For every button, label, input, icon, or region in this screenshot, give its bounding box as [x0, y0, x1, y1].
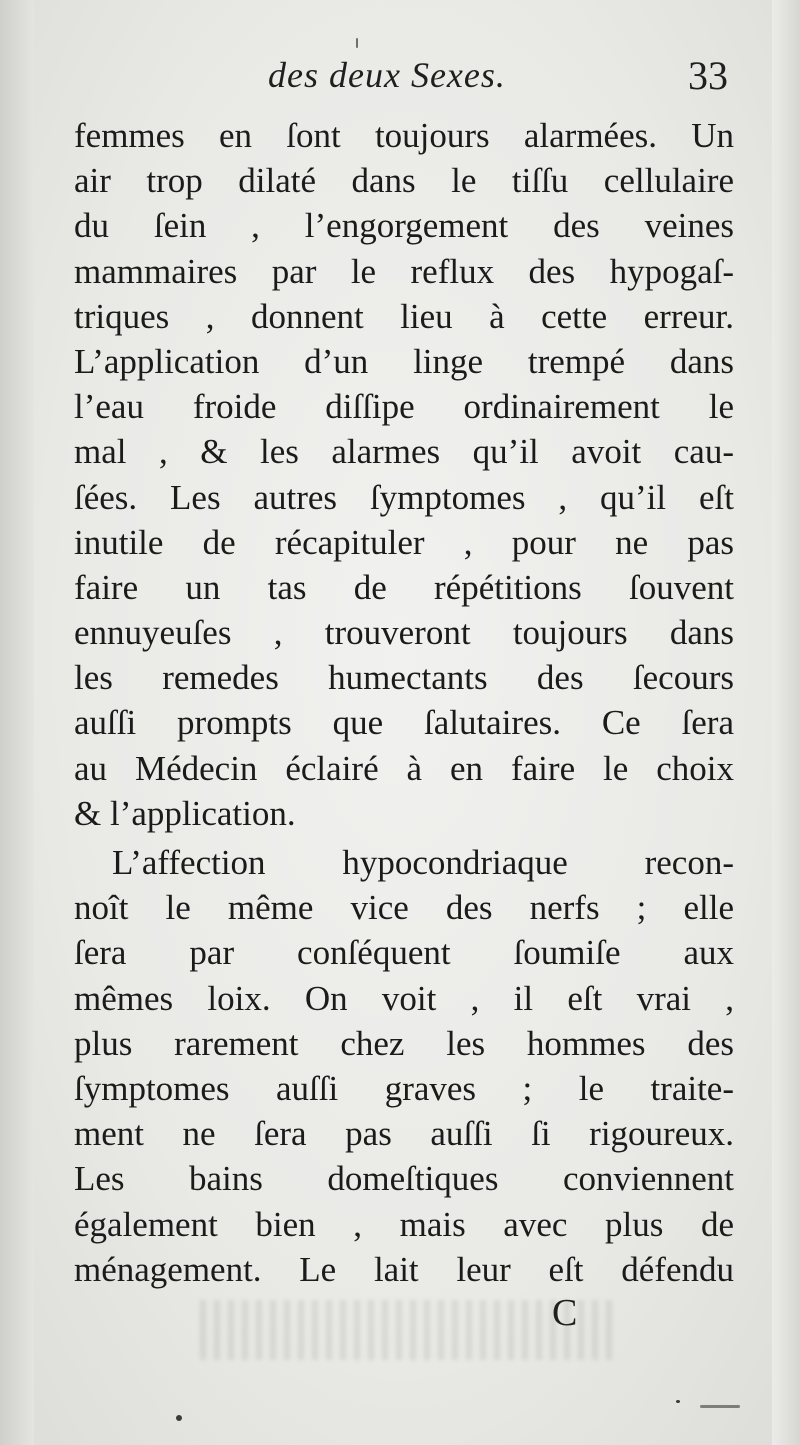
text-line: ſera par conſéquent ſoumiſe aux	[74, 933, 734, 973]
text-line: L’application d’un linge trempé dans	[74, 341, 734, 381]
text-line: les remedes humectants des ſecours	[74, 658, 734, 698]
page-number: 33	[688, 53, 728, 98]
text-line: mammaires par le reflux des hypogaſ-	[74, 251, 734, 291]
text-line: noît le même vice des nerfs ; elle	[74, 888, 734, 928]
text-line: faire un tas de répétitions ſouvent	[74, 567, 734, 607]
text-line: triques , donnent lieu à cette erreur.	[74, 296, 734, 336]
ink-speck	[356, 38, 358, 48]
text-line: air trop dilaté dans le tiſſu cellulaire	[74, 161, 734, 201]
signature-mark: C	[552, 1292, 578, 1334]
page-header	[0, 50, 800, 110]
text-line: ſymptomes auſſi graves ; le traite-	[74, 1068, 734, 1108]
text-line: mêmes loix. On voit , il eſt vrai ,	[74, 978, 734, 1018]
text-line: ménagement. Le lait leur eſt défendu	[74, 1249, 734, 1289]
text-line: l’eau froide diſſipe ordinairement le	[74, 387, 734, 427]
text-line: & l’application.	[74, 793, 296, 833]
text-line: Les bains domeſtiques conviennent	[74, 1159, 734, 1199]
text-line: mal , & les alarmes qu’il avoit cau-	[74, 432, 734, 472]
text-line: inutile de récapituler , pour ne pas	[74, 522, 734, 562]
text-line: femmes en ſont toujours alarmées. Un	[74, 116, 734, 155]
text-line: ſées. Les autres ſymptomes , qu’il eſt	[74, 477, 734, 517]
ink-speck	[700, 1405, 740, 1408]
text-line: auſſi prompts que ſalutaires. Ce ſera	[74, 703, 734, 743]
text-line: ment ne ſera pas auſſi ſi rigoureux.	[74, 1114, 734, 1154]
text-line: ennuyeuſes , trouveront toujours dans	[74, 613, 734, 653]
body-text	[74, 113, 734, 1292]
text-line: également bien , mais avec plus de	[74, 1204, 734, 1244]
text-line: du ſein , l’engorgement des veines	[74, 206, 734, 246]
text-line: L’affection hypocondriaque recon-	[112, 843, 734, 882]
ink-speck	[176, 1415, 182, 1421]
ink-speck	[676, 1400, 680, 1403]
text-line: au Médecin éclairé à en faire le choix	[74, 748, 734, 788]
page-right-edge	[772, 0, 800, 1445]
text-line: plus rarement chez les hommes des	[74, 1023, 734, 1063]
running-head: des deux Sexes.	[268, 55, 506, 95]
page-left-edge	[0, 0, 34, 1445]
